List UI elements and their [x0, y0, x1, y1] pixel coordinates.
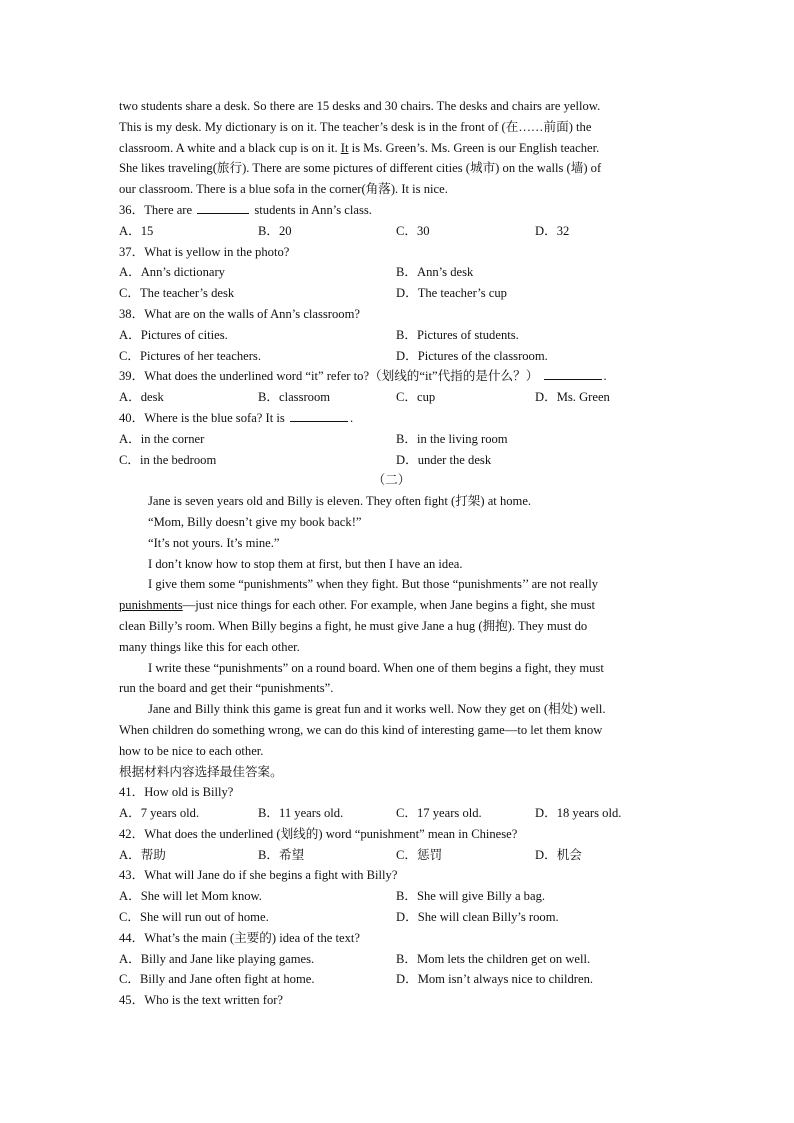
options-43-row2	[119, 907, 664, 928]
option-b[interactable]: B．11 years old.	[258, 806, 344, 821]
answer-blank[interactable]	[544, 367, 602, 380]
question-45: 45．Who is the text written for?	[119, 993, 284, 1008]
passage-line: “It’s not yours. It’s mine.”	[148, 535, 280, 550]
option-a[interactable]: A．desk	[119, 390, 164, 405]
passage-line: I write these “punishments” on a round board. When one of them begins a fight, they must	[148, 660, 604, 675]
option-b[interactable]: B．classroom	[258, 390, 331, 405]
passage-line: Jane and Billy think this game is great fun and it works well. Now they get on (相处) well.	[148, 702, 606, 717]
question-43: 43．What will Jane do if she begins a fight with Billy?	[119, 868, 398, 883]
option-a[interactable]: A．Pictures of cities.	[119, 327, 228, 342]
options-40-row1	[119, 429, 664, 450]
option-a[interactable]: A．7 years old.	[119, 806, 200, 821]
question-36	[119, 200, 664, 221]
option-a[interactable]: A．帮助	[119, 847, 166, 862]
option-a[interactable]: A．She will let Mom know.	[119, 889, 262, 904]
question-37: 37．What is yellow in the photo?	[119, 244, 290, 259]
options-38-row2	[119, 346, 664, 367]
option-b[interactable]: B．Ann’s desk	[396, 265, 474, 280]
option-c[interactable]: C．She will run out of home.	[119, 910, 269, 925]
options-37-row2	[119, 283, 664, 304]
option-c[interactable]: C．cup	[396, 390, 436, 405]
option-b[interactable]: B．20	[258, 223, 292, 238]
option-d[interactable]: D．机会	[535, 847, 582, 862]
question-stem: 36．There are	[119, 202, 193, 217]
passage-line: When children do something wrong, we can do this kind of interesting game—to let them know	[119, 722, 603, 737]
option-c[interactable]: C．17 years old.	[396, 806, 482, 821]
option-d[interactable]: D．18 years old.	[535, 806, 622, 821]
option-d[interactable]: D．Ms. Green	[535, 390, 610, 405]
options-44-row2	[119, 969, 664, 990]
option-b[interactable]: B．in the living room	[396, 431, 508, 446]
options-39	[119, 387, 664, 408]
option-a[interactable]: A．in the corner	[119, 431, 205, 446]
question-42: 42．What does the underlined (划线的) word “punishment” mean in Chinese?	[119, 826, 518, 841]
options-38-row1	[119, 325, 664, 346]
option-c[interactable]: C．Pictures of her teachers.	[119, 348, 261, 363]
passage-line: “Mom, Billy doesn’t give my book back!”	[148, 514, 362, 529]
option-b[interactable]: B．Mom lets the children get on well.	[396, 951, 591, 966]
option-a[interactable]: A．Billy and Jane like playing games.	[119, 951, 315, 966]
answer-blank[interactable]	[197, 201, 249, 214]
question-40	[119, 408, 664, 429]
passage-line: This is my desk. My dictionary is on it. The teacher’s desk is in the front of (在……前面) the	[119, 119, 592, 134]
question-41: 41．How old is Billy?	[119, 785, 234, 800]
page-content	[119, 96, 664, 1011]
option-d[interactable]: D．Mom isn’t always nice to children.	[396, 972, 594, 987]
options-44-row1	[119, 949, 664, 970]
passage-line: many things like this for each other.	[119, 639, 300, 654]
passage-line: how to be nice to each other.	[119, 743, 264, 758]
passage-line: clean Billy’s room. When Billy begins a fight, he must give Jane a hug (拥抱). They must do	[119, 618, 588, 633]
passage-line: I don’t know how to stop them at first, but then I have an idea.	[148, 556, 463, 571]
option-c[interactable]: C．Billy and Jane often fight at home.	[119, 972, 315, 987]
section-title: （二）	[372, 473, 411, 488]
option-b[interactable]: B．希望	[258, 847, 305, 862]
options-37-row1	[119, 262, 664, 283]
options-42	[119, 845, 664, 866]
passage-text: classroom. A white and a black cup is on it.	[119, 140, 338, 155]
question-stem: .	[603, 369, 607, 384]
question-39	[119, 366, 664, 387]
option-b[interactable]: B．Pictures of students.	[396, 327, 519, 342]
passage-line	[119, 595, 664, 616]
option-c[interactable]: C．惩罚	[396, 847, 443, 862]
passage-line: Jane is seven years old and Billy is eleven. They often fight (打架) at home.	[148, 494, 532, 509]
question-stem: .	[349, 410, 354, 425]
option-d[interactable]: D．under the desk	[396, 452, 492, 467]
underlined-punishments: punishments	[119, 598, 183, 613]
question-stem: 40．Where is the blue sofa? It is	[119, 410, 285, 425]
options-40-row2	[119, 450, 664, 471]
option-c[interactable]: C．in the bedroom	[119, 452, 217, 467]
question-stem: 39．What does the underlined word “it” refer to?（划线的“it”代指的是什么？）	[119, 369, 539, 384]
question-44: 44．What’s the main (主要的) idea of the text?	[119, 930, 360, 945]
question-stem: students in Ann’s class.	[254, 202, 372, 217]
question-38: 38．What are on the walls of Ann’s classroom?	[119, 306, 360, 321]
answer-blank[interactable]	[290, 409, 348, 422]
passage-line: She likes traveling(旅行). There are some pictures of different cities (城市) on the walls (墙) of	[119, 161, 602, 176]
passage-line: two students share a desk. So there are 15 desks and 30 chairs. The desks and chairs are yellow.	[119, 99, 601, 113]
option-d[interactable]: D．32	[535, 223, 570, 238]
options-36	[119, 221, 664, 242]
passage-line: run the board and get their “punishments”.	[119, 681, 334, 696]
underlined-it: It	[340, 140, 349, 155]
option-d[interactable]: D．She will clean Billy’s room.	[396, 910, 559, 925]
passage-line: our classroom. There is a blue sofa in the corner(角落). It is nice.	[119, 182, 448, 197]
passage-text: is Ms. Green’s. Ms. Green is our English teacher.	[348, 140, 600, 155]
passage-line: I give them some “punishments” when they fight. But those “punishments’’ are not really	[148, 577, 599, 592]
instruction: 根据材料内容选择最佳答案。	[119, 764, 283, 779]
option-d[interactable]: D．The teacher’s cup	[396, 286, 507, 301]
option-c[interactable]: C．The teacher’s desk	[119, 286, 235, 301]
option-a[interactable]: A．15	[119, 223, 154, 238]
option-b[interactable]: B．She will give Billy a bag.	[396, 889, 546, 904]
passage-text: —just nice things for each other. For example, when Jane begins a fight, she must	[182, 598, 596, 613]
option-a[interactable]: A．Ann’s dictionary	[119, 265, 225, 280]
options-43-row1	[119, 886, 664, 907]
option-c[interactable]: C．30	[396, 223, 430, 238]
option-d[interactable]: D．Pictures of the classroom.	[396, 348, 548, 363]
options-41	[119, 803, 664, 824]
passage-line	[119, 138, 664, 159]
